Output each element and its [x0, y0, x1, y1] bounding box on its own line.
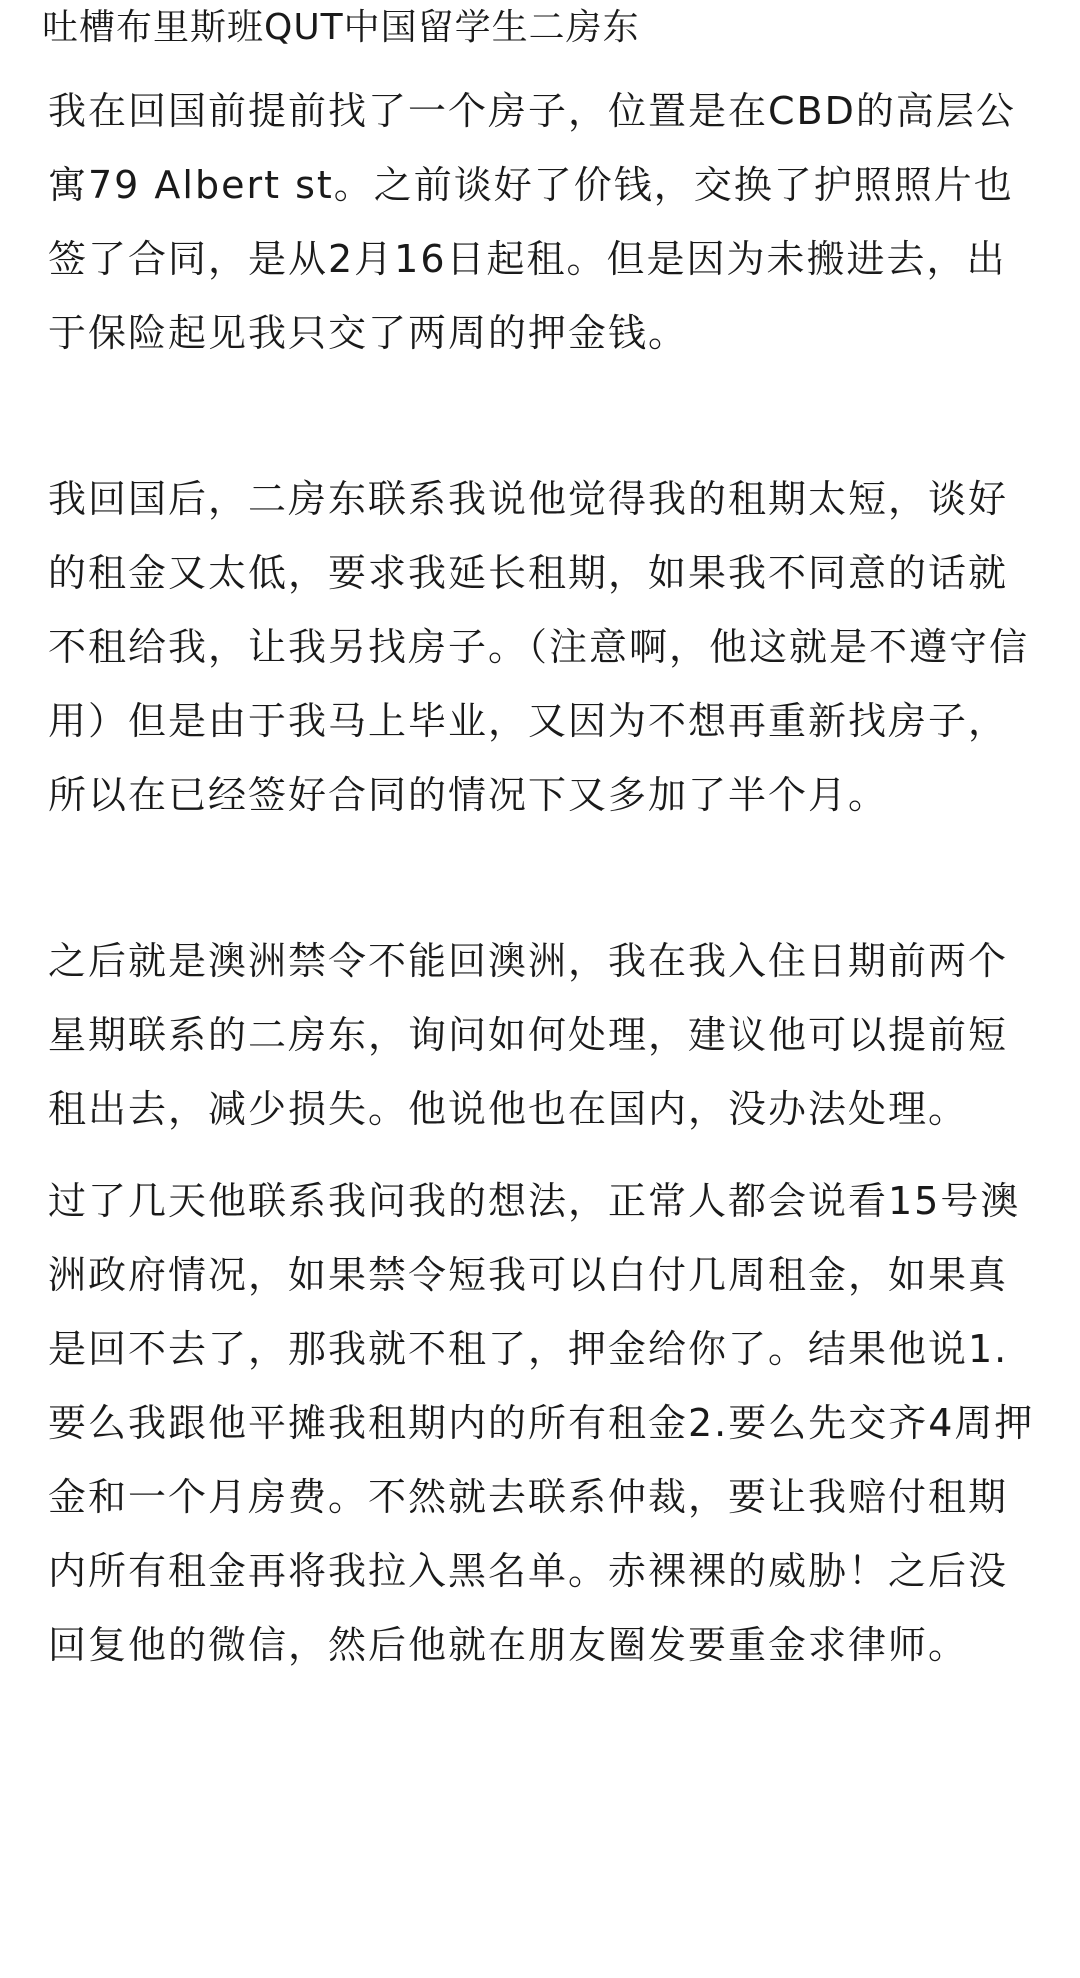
paragraph-4: 过了几天他联系我问我的想法，正常人都会说看15号澳洲政府情况，如果禁令短我可以白付几周租金，如果真是回不去了，那我就不租了，押金给你了。结果他说1.要么我跟他平摊我租期内的所有租金2.要么先交齐4周押金和一个月房费。不然就去联系仲裁，要让我赔付租期内所有租金再将我拉入黑名单。赤裸裸的威胁！之后没回复他的微信，然后他就在朋友圈发要重金求律师。 — [48, 1179, 1035, 1667]
paragraph-3: 之后就是澳洲禁令不能回澳洲，我在我入住日期前两个星期联系的二房东，询问如何处理，建议他可以提前短租出去，减少损失。他说他也在国内，没办法处理。 — [48, 939, 1009, 1131]
paragraph-1: 我在回国前提前找了一个房子，位置是在CBD的高层公寓79 Albert st。之前谈好了价钱，交换了护照照片也签了合同，是从2月16日起租。但是因为未搬进去，出于保险起见我只交了两周的押金钱。 — [48, 89, 1016, 355]
paragraph-2: 我回国后，二房东联系我说他觉得我的租期太短，谈好的租金又太低，要求我延长租期，如果我不同意的话就不租给我，让我另找房子。（注意啊，他这就是不遵守信用）但是由于我马上毕业，又因为不想再重新找房子，所以在已经签好合同的情况下又多加了半个月。 — [48, 477, 1030, 817]
post-title: 吐槽布里斯班QUT中国留学生二房东 — [42, 7, 640, 48]
